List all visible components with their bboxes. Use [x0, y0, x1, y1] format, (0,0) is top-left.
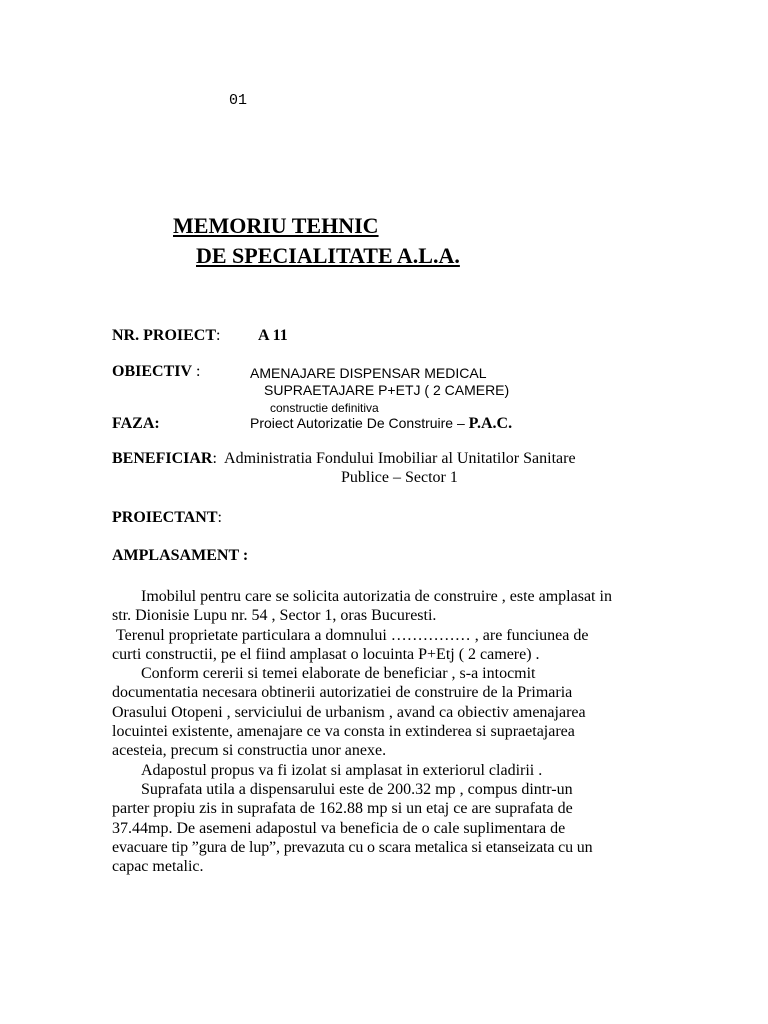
body-line: Conform cererii si temei elaborate de beneficiar , s-a intocmit — [141, 665, 536, 683]
obiectiv-colon: : — [192, 363, 201, 380]
body-line: Suprafata utila a dispensarului este de 200.32 mp , compus dintr-un — [141, 780, 573, 798]
body-line: curti constructii, pe el fiind amplasat o locuinta P+Etj ( 2 camere) . — [112, 645, 540, 663]
obiectiv-line-1: AMENAJARE DISPENSAR MEDICAL — [250, 365, 487, 381]
body-line: acesteia, precum si constructia unor anexe. — [112, 742, 387, 760]
beneficiar-line-2: Publice – Sector 1 — [341, 469, 458, 486]
body-line: 37.44mp. De asemeni adapostul va beneficia de o cale suplimentara de — [112, 819, 566, 837]
document-title-line-2: DE SPECIALITATE A.L.A. — [196, 243, 460, 268]
faza-label: FAZA: — [112, 415, 160, 432]
obiectiv-line-3: constructie definitiva — [270, 401, 379, 415]
body-line: capac metalic. — [112, 858, 204, 876]
obiectiv-label: OBIECTIV — [112, 363, 193, 380]
body-line: locuintei existente, amenajare ce va consta in extinderea si supraetajarea — [112, 723, 575, 741]
beneficiar-line-1-group — [112, 450, 576, 468]
beneficiar-label: BENEFICIAR — [112, 450, 213, 467]
body-line: Terenul proprietate particulara a domnului …………… , are funciunea de — [116, 626, 589, 644]
faza-value-group — [250, 415, 512, 433]
body-line: Orasului Otopeni , serviciului de urbanism , avand ca obiectiv amenajarea — [112, 703, 586, 721]
amplasament-body — [112, 587, 672, 876]
nr-proiect-label: NR. PROIECT — [112, 327, 217, 344]
proiectant-colon: : — [217, 509, 222, 526]
faza-value-bold: P.A.C. — [468, 415, 513, 432]
proiectant-label-group — [112, 509, 222, 527]
faza-value: Proiect Autorizatie De Construire – — [250, 415, 469, 431]
body-line: evacuare tip ”gura de lup”, prevazuta cu o scara metalica si etanseizata cu un — [112, 838, 593, 856]
amplasament-label: AMPLASAMENT : — [112, 547, 249, 564]
nr-proiect-label-group — [112, 327, 220, 345]
body-line: str. Dionisie Lupu nr. 54 , Sector 1, oras Bucuresti. — [112, 607, 437, 625]
body-line: documentatia necesara obtinerii autorizatiei de construire de la Primaria — [112, 684, 573, 702]
page-number: 01 — [229, 92, 248, 109]
obiectiv-line-2: SUPRAETAJARE P+ETJ ( 2 CAMERE) — [264, 382, 510, 398]
beneficiar-colon: : — [212, 450, 217, 467]
obiectiv-label-group — [112, 363, 200, 381]
nr-proiect-value: A 11 — [258, 327, 288, 344]
document-title-line-1: MEMORIU TEHNIC — [173, 213, 379, 238]
body-line: parter propiu zis in suprafata de 162.88 mp si un etaj ce are suprafata de — [112, 800, 573, 818]
body-line: Imobilul pentru care se solicita autorizatia de construire , este amplasat in — [141, 588, 612, 605]
body-line: Adapostul propus va fi izolat si amplasat in exteriorul cladirii . — [141, 761, 543, 779]
nr-proiect-colon: : — [216, 327, 221, 344]
beneficiar-line-1: Administratia Fondului Imobiliar al Unitatilor Sanitare — [224, 450, 576, 467]
proiectant-label: PROIECTANT — [112, 509, 218, 526]
